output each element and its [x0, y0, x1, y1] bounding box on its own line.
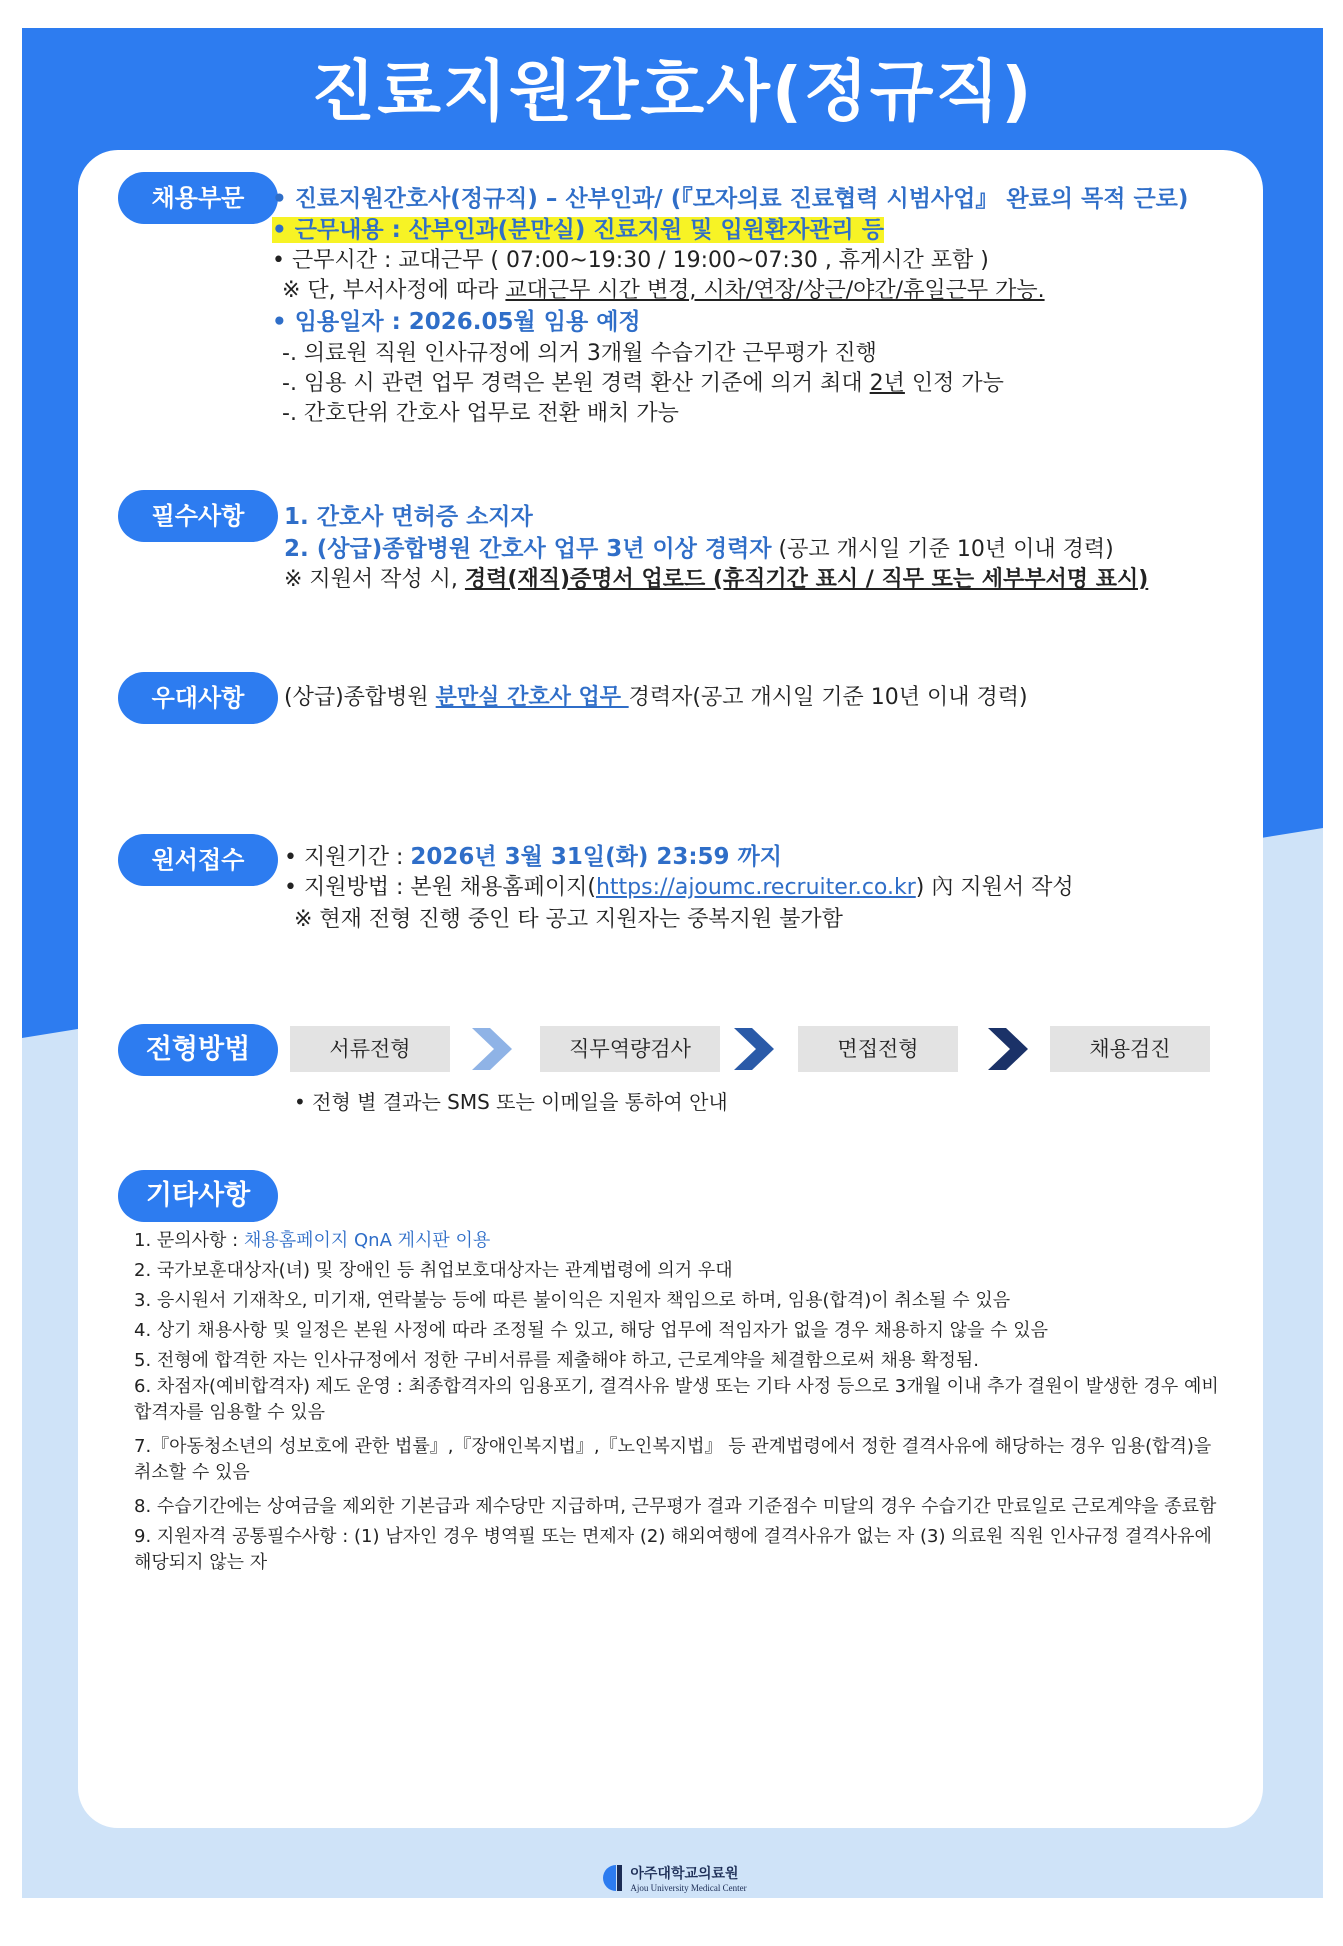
- etc-item-3: 3. 응시원서 기재착오, 미기재, 연락불능 등에 따른 불이익은 지원자 책임으로 하며, 임용(합격)이 취소될 수 있음: [134, 1290, 1011, 1311]
- apply-period-label: • 지원기간 :: [284, 845, 411, 870]
- apply-method: [284, 870, 1074, 901]
- required-upload-doc: 경력(재직)증명서 업로드 (휴직기간 표시 / 직무 또는 세부부서명 표시): [464, 567, 1149, 592]
- required-experience: [284, 530, 1114, 563]
- preferred-a: (상급)종합병원: [284, 685, 436, 710]
- chevron-right-icon: [986, 1026, 1030, 1072]
- section-label-preferred: 우대사항: [118, 672, 278, 724]
- etc-item-4: 4. 상기 채용사항 및 일정은 본원 사정에 따라 조정될 수 있고, 해당 업무에 적임자가 없을 경우 채용하지 않을 수 있음: [134, 1320, 1049, 1341]
- section-label-process: 전형방법: [118, 1024, 278, 1076]
- recruit-position: • 진료지원간호사(정규직) – 산부인과/ (『모자의료 진료협력 시범사업』 완료의 목적 근로): [272, 186, 1189, 212]
- apply-method-label: • 지원방법 : 본원 채용홈페이지(: [284, 875, 596, 900]
- etc-item-1: [134, 1226, 490, 1252]
- etc-item-9: 9. 지원자격 공통필수사항 : (1) 남자인 경우 병역필 또는 면제자 (2) 해외여행에 결격사유가 없는 자 (3) 의료원 직원 인사규정 결격사유에 해당되지 않는 자: [134, 1526, 1212, 1573]
- required-upload-note: [284, 562, 1148, 593]
- etc-item-5: 5. 전형에 합격한 자는 인사규정에서 정한 구비서류를 제출해야 하고, 근로계약을 체결함으로써 채용 확정됨.: [134, 1350, 979, 1371]
- recruit-note-underline: 교대근무 시간 변경, 시차/연장/상근/야간/휴일근무 가능.: [505, 278, 1045, 303]
- process-step-1: 서류전형: [290, 1026, 450, 1072]
- section-label-etc: 기타사항: [118, 1170, 278, 1222]
- apply-duplicate-note: ※ 현재 전형 진행 중인 타 공고 지원자는 중복지원 불가함: [294, 907, 843, 932]
- recruit-career-c: 인정 가능: [904, 371, 1004, 396]
- apply-period: [284, 838, 782, 871]
- recruit-start-date: • 임용일자 : 2026.05월 임용 예정: [272, 309, 641, 335]
- preferred-text: [284, 680, 1028, 711]
- apply-url-link[interactable]: https://ajoumc.recruiter.co.kr: [595, 875, 916, 900]
- recruit-note-prefix: ※ 단, 부서사정에 따라: [282, 278, 506, 303]
- process-flow: [290, 1026, 1260, 1072]
- recruit-hours: • 근무시간 : 교대근무 ( 07:00~19:30 / 19:00~07:30 , 휴게시간 포함 ): [272, 248, 989, 273]
- required-upload-prefix: ※ 지원서 작성 시,: [284, 567, 465, 592]
- apply-period-value: 2026년 3월 31일(화) 23:59 까지: [410, 844, 782, 870]
- chevron-right-icon: [470, 1026, 514, 1072]
- footer-org-name: 아주대학교의료원: [630, 1866, 739, 1882]
- process-step-3: 면접전형: [798, 1026, 958, 1072]
- poster: [22, 28, 1323, 1898]
- process-note: • 전형 별 결과는 SMS 또는 이메일을 통하여 안내: [294, 1090, 728, 1114]
- etc-item-6: 6. 차점자(예비합격자) 제도 운영 : 최종합격자의 임용포기, 결격사유 발생 또는 기타 사정 등으로 3개월 이내 추가 결원이 발생한 경우 예비합격자를 임용할 수 있음: [134, 1376, 1219, 1423]
- section-label-required: 필수사항: [118, 490, 278, 542]
- recruit-duty: [272, 211, 884, 244]
- ajou-logo-icon: [598, 1863, 624, 1893]
- etc-item-1-label: 1. 문의사항 :: [134, 1230, 244, 1251]
- required-experience-main: 2. (상급)종합병원 간호사 업무 3년 이상 경력자: [284, 536, 772, 562]
- footer-logo: [22, 1863, 1323, 1897]
- required-license: 1. 간호사 면허증 소지자: [284, 504, 533, 530]
- content-card: [78, 150, 1263, 1828]
- recruit-career-b: 2년: [869, 371, 905, 396]
- recruit-note: [282, 273, 1045, 304]
- section-label-recruit: 채용부문: [118, 172, 278, 224]
- etc-item-7: 7.『아동청소년의 성보호에 관한 법률』,『장애인복지법』,『노인복지법』 등 관계법령에서 정한 결격사유에 해당하는 경우 임용(합격)을 취소할 수 있음: [134, 1436, 1212, 1483]
- process-step-4: 채용검진: [1050, 1026, 1210, 1072]
- recruit-probation: -. 의료원 직원 인사규정에 의거 3개월 수습기간 근무평가 진행: [282, 341, 877, 366]
- apply-method-suffix: ) 內 지원서 작성: [915, 875, 1074, 900]
- etc-item-1-value: 채용홈페이지 QnA 게시판 이용: [243, 1230, 491, 1251]
- section-label-apply: 원서접수: [118, 834, 278, 886]
- preferred-c: 경력자(공고 개시일 기준 10년 이내 경력): [628, 685, 1028, 710]
- recruit-career-a: -. 임용 시 관련 업무 경력은 본원 경력 환산 기준에 의거 최대: [282, 371, 870, 396]
- footer-org-sub: Ajou University Medical Center: [630, 1883, 747, 1893]
- preferred-b: 분만실 간호사 업무: [435, 685, 629, 710]
- required-experience-note: (공고 개시일 기준 10년 이내 경력): [771, 537, 1114, 562]
- recruit-transfer: -. 간호단위 간호사 업무로 전환 배치 가능: [282, 401, 679, 426]
- chevron-right-icon: [732, 1026, 776, 1072]
- recruit-career: [282, 366, 1004, 397]
- etc-item-2: 2. 국가보훈대상자(녀) 및 장애인 등 취업보호대상자는 관계법령에 의거 우대: [134, 1260, 733, 1281]
- etc-item-8: 8. 수습기간에는 상여금을 제외한 기본급과 제수당만 지급하며, 근무평가 결과 기준점수 미달의 경우 수습기간 만료일로 근로계약을 종료함: [134, 1496, 1217, 1517]
- recruit-duty-text: • 근무내용 : 산부인과(분만실) 진료지원 및 입원환자관리 등: [272, 217, 884, 243]
- process-step-2: 직무역량검사: [540, 1026, 720, 1072]
- page-title: 진료지원간호사(정규직): [311, 53, 1034, 130]
